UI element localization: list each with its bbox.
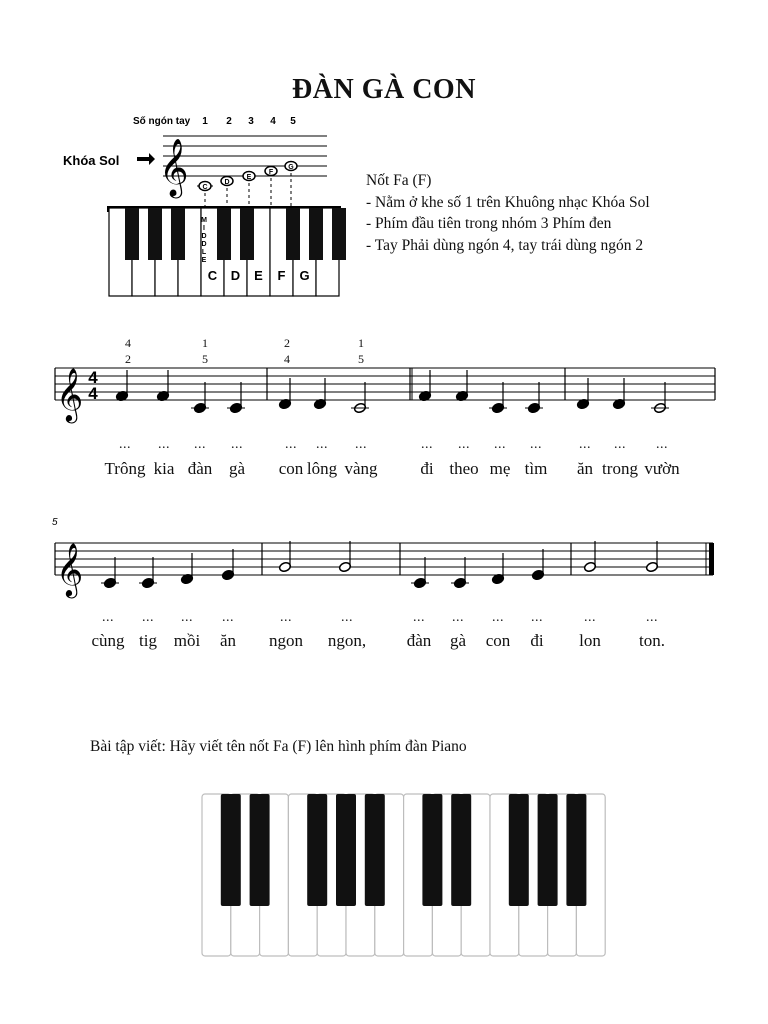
lyric-blank: ... (531, 610, 543, 625)
middle-letter: D (201, 241, 207, 248)
black-key (240, 208, 254, 260)
lyric-word: ngon, (327, 631, 367, 650)
finger-label: Số ngón tay (133, 116, 191, 127)
treble-clef-icon: 𝄞 (56, 543, 84, 595)
fingering-bottom: 2 (125, 352, 131, 366)
fingering-top: 4 (125, 336, 131, 350)
lyric-blank: ... (614, 437, 626, 452)
black-key (125, 208, 139, 260)
lyric-word: trong (602, 459, 638, 478)
lyric-word: mồi (173, 631, 201, 650)
black-key (509, 794, 529, 906)
lyric-blank: ... (584, 610, 596, 625)
exercise-instruction: Bài tập viết: Hãy viết tên nốt Fa (F) lên hình phím đàn Piano (90, 738, 467, 755)
lyric-word: lông (306, 459, 338, 478)
lyric-word: ăn (219, 631, 237, 650)
lyric-blank: ... (494, 437, 506, 452)
lyric-word: ăn (576, 459, 594, 478)
black-key (365, 794, 385, 906)
lyric-word: tig (139, 631, 157, 650)
info-line: - Tay Phải dùng ngón 4, tay trái dùng ngón 2 (366, 236, 644, 254)
note-info (366, 170, 650, 256)
black-key (336, 794, 356, 906)
lyric-word: đàn (187, 459, 213, 478)
note-diagram (55, 108, 355, 303)
treble-clef-icon: 𝄞 (56, 368, 84, 420)
lyric-word: vườn (644, 459, 680, 478)
finger-number: 5 (290, 116, 296, 127)
lyric-word: đi (530, 631, 544, 650)
lyric-blank: ... (413, 610, 425, 625)
exercise-keyboard (200, 792, 606, 958)
lyric-blank: ... (222, 610, 234, 625)
black-key (451, 794, 471, 906)
black-key (566, 794, 586, 906)
lyric-blank: ... (231, 437, 243, 452)
lyric-word: ton. (639, 631, 665, 650)
key-letter: G (299, 268, 310, 283)
black-key (217, 208, 231, 260)
fingering (284, 335, 290, 367)
info-line: - Nằm ở khe số 1 trên Khuông nhạc Khóa Sol (366, 193, 650, 211)
lyric-word: con (485, 631, 511, 650)
black-key (309, 208, 323, 260)
note-letter: G (288, 164, 294, 171)
lyric-blank: ... (341, 610, 353, 625)
lyric-blank: ... (579, 437, 591, 452)
key-letter: C (207, 268, 218, 283)
lyric-blank: ... (102, 610, 114, 625)
key-letter: D (230, 268, 241, 283)
middle-letter: L (201, 249, 207, 256)
measure-number: 5 (52, 517, 58, 528)
lyric-word: tìm (524, 459, 548, 478)
fingering (358, 335, 364, 367)
key-letter: F (277, 268, 286, 283)
black-key (538, 794, 558, 906)
time-signature-top: 4 (88, 368, 98, 387)
lyric-word: theo (449, 459, 479, 478)
finger-number: 2 (226, 116, 232, 127)
black-key (307, 794, 327, 906)
info-heading: Nốt Fa (F) (366, 172, 432, 189)
lyric-word: lon (579, 631, 601, 650)
fingering-top: 1 (202, 336, 208, 350)
final-barline-thick (709, 543, 714, 575)
lyric-blank: ... (492, 610, 504, 625)
lyric-blank: ... (119, 437, 131, 452)
middle-letter: D (201, 233, 207, 240)
lyric-blank: ... (181, 610, 193, 625)
info-line: - Phím đầu tiên trong nhóm 3 Phím đen (366, 215, 612, 232)
black-key (171, 208, 185, 260)
lyric-word: cùng (91, 631, 125, 650)
fingering-bottom: 5 (202, 352, 208, 366)
black-key (221, 794, 241, 906)
lyric-word: gà (449, 631, 467, 650)
lyric-word: Trông (104, 459, 146, 478)
lyric-blank: ... (142, 610, 154, 625)
finger-number: 1 (202, 116, 208, 127)
lyric-blank: ... (158, 437, 170, 452)
note-letter: E (246, 174, 252, 181)
lyric-word: con (278, 459, 304, 478)
finger-number: 3 (248, 116, 254, 127)
clef-label: Khóa Sol (63, 153, 120, 168)
page-title: ĐÀN GÀ CON (292, 74, 476, 105)
fingering-top: 2 (284, 336, 290, 350)
lyric-blank: ... (421, 437, 433, 452)
lyric-blank: ... (316, 437, 328, 452)
lyric-word: kia (153, 459, 175, 478)
staff-system-1 (0, 330, 768, 430)
middle-letter: I (203, 225, 205, 232)
fingering (125, 335, 131, 367)
middle-letter: M (201, 217, 207, 224)
lyric-blank: ... (646, 610, 658, 625)
lyric-blank: ... (355, 437, 367, 452)
lyric-blank: ... (458, 437, 470, 452)
key-letter: E (254, 268, 263, 283)
lyric-word: vàng (344, 459, 378, 478)
fingering-top: 1 (358, 336, 364, 350)
lyric-word: mẹ (489, 459, 511, 478)
lyric-word: đi (420, 459, 434, 478)
fingering (202, 335, 208, 367)
treble-clef-icon: 𝄞 (159, 139, 189, 195)
lyric-blank: ... (194, 437, 206, 452)
black-key (286, 208, 300, 260)
black-key (332, 208, 346, 260)
note-letter: D (224, 179, 230, 186)
time-signature-bottom: 4 (88, 384, 98, 403)
fingering-bottom: 4 (284, 352, 290, 366)
lyric-blank: ... (280, 610, 292, 625)
black-key (250, 794, 270, 906)
lyric-blank: ... (285, 437, 297, 452)
lyric-blank: ... (452, 610, 464, 625)
note-letter: C (202, 184, 208, 191)
staff-system-2 (0, 505, 768, 605)
fingering-bottom: 5 (358, 352, 364, 366)
middle-letter: E (201, 257, 207, 264)
lyric-word: ngon (269, 631, 303, 650)
lyric-word: gà (228, 459, 246, 478)
lyric-blank: ... (656, 437, 668, 452)
arrow-icon (137, 153, 155, 165)
black-key (148, 208, 162, 260)
note-letter: F (268, 169, 274, 176)
black-key (422, 794, 442, 906)
lyric-blank: ... (530, 437, 542, 452)
lyric-word: đàn (406, 631, 432, 650)
finger-number: 4 (270, 116, 276, 127)
